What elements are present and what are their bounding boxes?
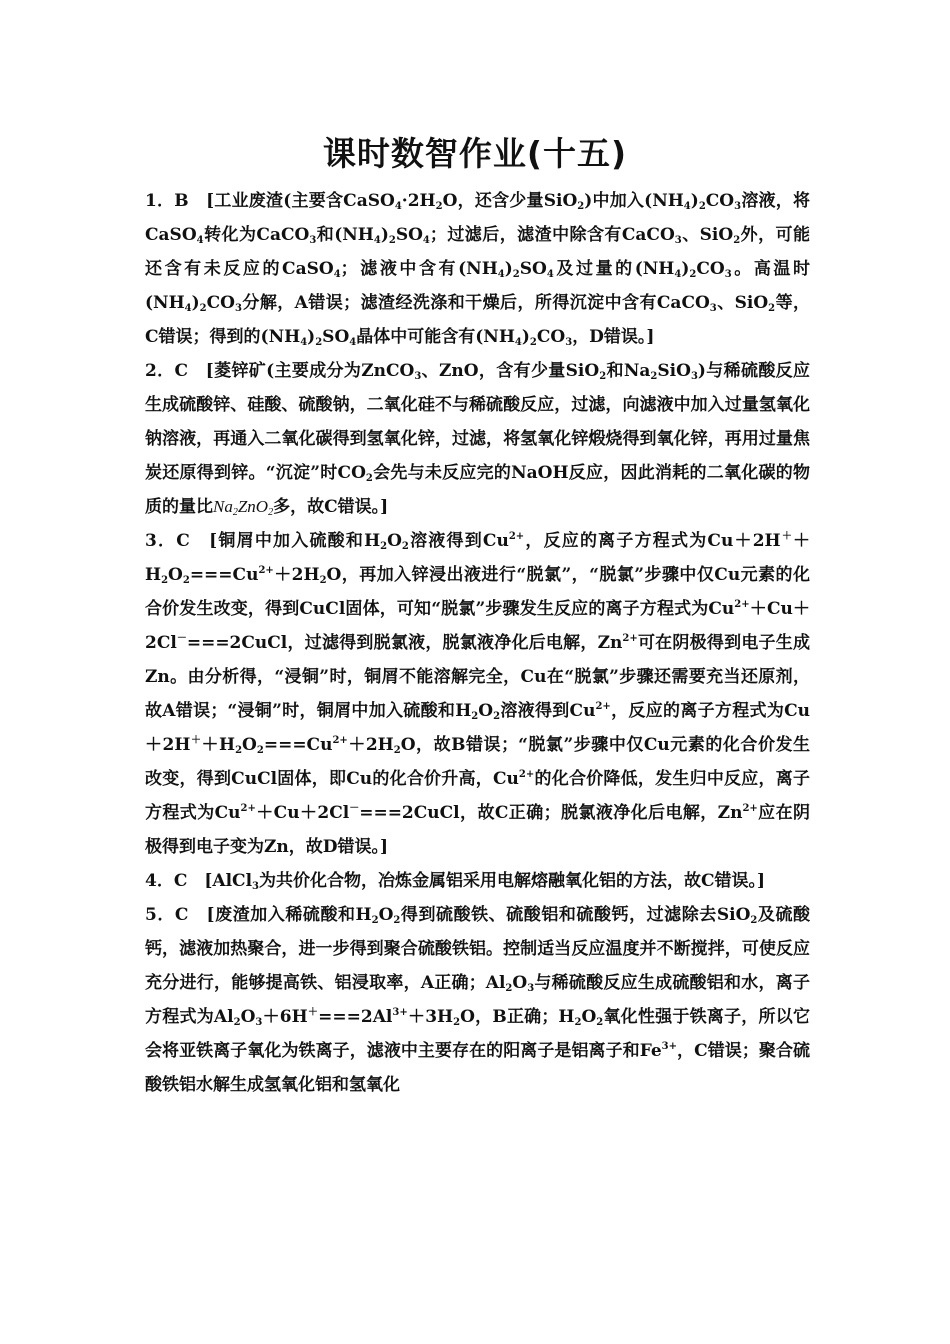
answer-list: [145, 184, 810, 1102]
answer-item-3: 3．C [铜屑中加入硫酸和$H_2O_2$溶液得到$Cu^{2+}$，反应的离子方程式为$Cu+2H^++H_2O_2===Cu^{2+}+2H_2O$，再加入锌浸出液进行“脱氯”，“脱氯”步骤中仅Cu元素的化合价发生改变，得到CuCl固体，可知“脱氯”步骤发生反应的离子方程式为$Cu^{2+}+Cu+2Cl^-===2CuCl$，过滤得到脱氯液，脱氯液净化后电解，$Zn^{2+}$可在阴极得到电子生成Zn。由分析得，“浸铜”时，铜屑不能溶解完全，Cu在“脱氯”步骤还需要充当还原剂，故A错误；“浸铜”时，铜屑中加入硫酸和$H_2O_2$溶液得到$Cu^{2+}$，反应的离子方程式为$Cu+2H^++H_2O_2===Cu^{2+}+2H_2O$，故B错误；“脱氯”步骤中仅Cu元素的化合价发生改变，得到CuCl固体，即Cu的化合价升高，$Cu^{2+}$的化合价降低，发生归中反应，离子方程式为$Cu^{2+}+Cu+2Cl^-===2CuCl$，故C正确；脱氯液净化后电解，$Zn^{2+}$应在阴极得到电子变为Zn，故D错误。]: [145, 531, 811, 857]
page-title: 课时数智作业(十五): [322, 134, 628, 173]
answer-item-1: 1．B [工业废渣(主要含$CaSO_4\cdot 2H_2O$，还含少量SiO$_2$)中加入$(NH_4)_2CO_3$溶液，将CaSO$_4$转化为CaCO$_3$和$(NH_4)_2SO_4$；过滤后，滤渣中除含有CaCO$_3$、SiO$_2$外，可能还含有未反应的CaSO$_4$；滤液中含有$(NH_4)_2SO_4$及过量的$(NH_4)_2CO_3$。高温时$(NH_4)_2CO_3$分解，A错误；滤渣经洗涤和干燥后，所得沉淀中含有CaCO$_3$、SiO$_2$等，C错误；得到的$(NH_4)_2SO_4$晶体中可能含有$(NH_4)_2CO_3$，D错误。]: [145, 191, 811, 348]
answer-item-5: 5．C [废渣加入稀硫酸和$H_2O_2$得到硫酸铁、硫酸铝和硫酸钙，过滤除去SiO$_2$及硫酸钙，滤液加热聚合，进一步得到聚合硫酸铁铝。控制适当反应温度并不断搅拌，可使反应充分进行，能够提高铁、铝浸取率，A正确；$Al_2O_3$与稀硫酸反应生成硫酸铝和水，离子方程式为$Al_2O_3+6H^+===2Al^{3+}+3H_2O$，B正确；$H_2O_2$氧化性强于铁离子，所以它会将亚铁离子氧化为铁离子，滤液中主要存在的阳离子是铝离子和$Fe^{3+}$，C错误；聚合硫酸铁铝水解生成氢氧化铝和氢氧化: [145, 905, 811, 1095]
answer-item-4: 4．C [AlCl$_3$为共价化合物，冶炼金属铝采用电解熔融氧化铝的方法，故C错误。]: [145, 871, 766, 892]
answer-item-2: 2．C [菱锌矿(主要成分为ZnCO$_3$、ZnO，含有少量SiO$_2$和$Na_2SiO_3$)与稀硫酸反应生成硫酸锌、硅酸、硫酸钠，二氧化硅不与稀硫酸反应，过滤，向滤液中加入过量氢氧化钠溶液，再通入二氧化碳得到氢氧化锌，过滤，将氢氧化锌煅烧得到氧化锌，再用过量焦炭还原得到锌。“沉淀”时$CO_2$会先与未反应完的NaOH反应，因此消耗的二氧化碳的物质的量比$Na_2ZnO_2$多，故C错误。]: [145, 361, 811, 518]
